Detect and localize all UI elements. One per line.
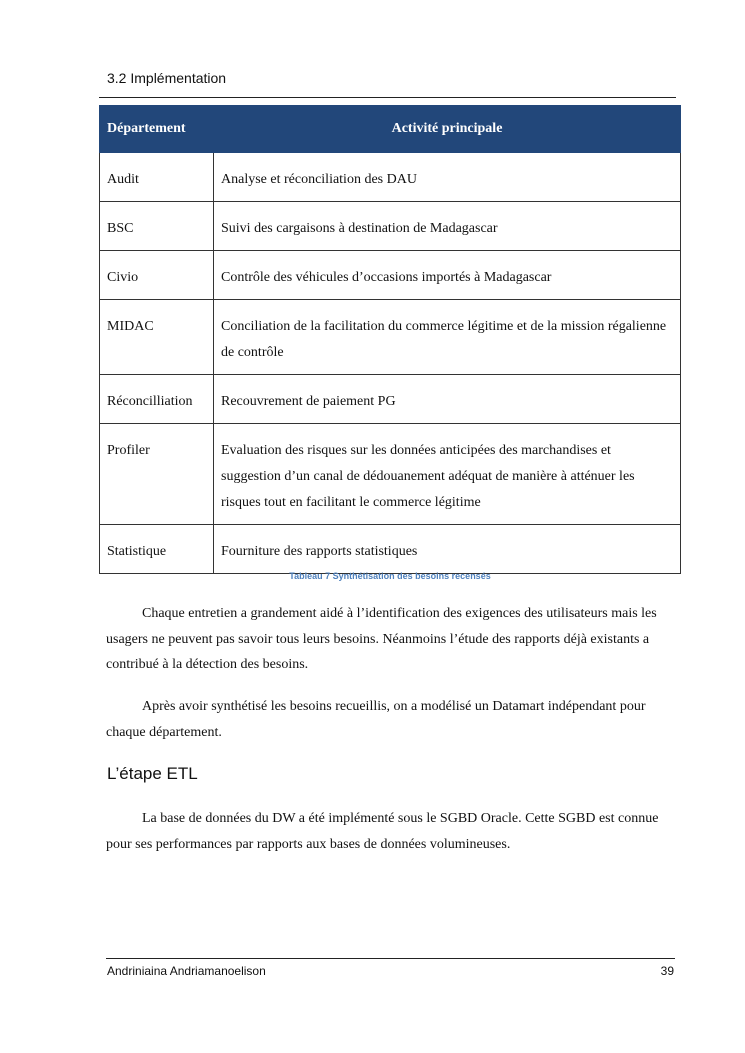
department-cell: Statistique — [100, 525, 214, 574]
table-row — [100, 525, 681, 574]
activity-cell: Recouvrement de paiement PG — [214, 375, 681, 424]
table-row — [100, 424, 681, 525]
table-caption: Tableau 7 Synthétisation des besoins recensés — [289, 571, 491, 581]
section-heading: L’étape ETL — [107, 764, 198, 783]
activity-cell: Conciliation de la facilitation du commerce légitime et de la mission régalienne de contrôle — [214, 300, 681, 375]
table-row — [100, 153, 681, 202]
body-paragraph: Chaque entretien a grandement aidé à l’identification des exigences des utilisateurs mais les usagers ne peuvent pas savoir tous leurs besoins. Néanmoins l’étude des rapports déjà existants a contribué à la détection des besoins. — [106, 606, 657, 672]
department-cell: MIDAC — [100, 300, 214, 375]
department-activity-table — [99, 105, 681, 574]
column-header-activity: Activité principale — [214, 106, 681, 153]
header-divider — [99, 97, 676, 98]
footer-divider — [106, 958, 675, 959]
department-cell: Civio — [100, 251, 214, 300]
table-row — [100, 375, 681, 424]
section-title: 3.2 Implémentation — [107, 70, 227, 86]
body-paragraph: Après avoir synthétisé les besoins recueillis, on a modélisé un Datamart indépendant pour chaque département. — [106, 699, 646, 740]
body-paragraph: La base de données du DW a été implémenté sous le SGBD Oracle. Cette SGBD est connue pour ses performances par rapports aux bases de données volumineuses. — [106, 811, 659, 852]
activity-cell: Contrôle des véhicules d’occasions importés à Madagascar — [214, 251, 681, 300]
footer-author: Andriniaina Andriamanoelison — [107, 964, 266, 978]
column-header-department: Département — [100, 106, 214, 153]
activity-cell: Evaluation des risques sur les données anticipées des marchandises et suggestion d’un canal de dédouanement adéquat de manière à atténuer les risques tout en facilitant le commerce légitime — [214, 424, 681, 525]
table-row — [100, 202, 681, 251]
department-cell: Profiler — [100, 424, 214, 525]
activity-cell: Fourniture des rapports statistiques — [214, 525, 681, 574]
table-row — [100, 251, 681, 300]
department-cell: BSC — [100, 202, 214, 251]
department-cell: Réconcilliation — [100, 375, 214, 424]
activity-cell: Suivi des cargaisons à destination de Madagascar — [214, 202, 681, 251]
activity-cell: Analyse et réconciliation des DAU — [214, 153, 681, 202]
table-header-row — [100, 106, 681, 153]
department-cell: Audit — [100, 153, 214, 202]
table-row — [100, 300, 681, 375]
page-number: 39 — [660, 964, 674, 978]
